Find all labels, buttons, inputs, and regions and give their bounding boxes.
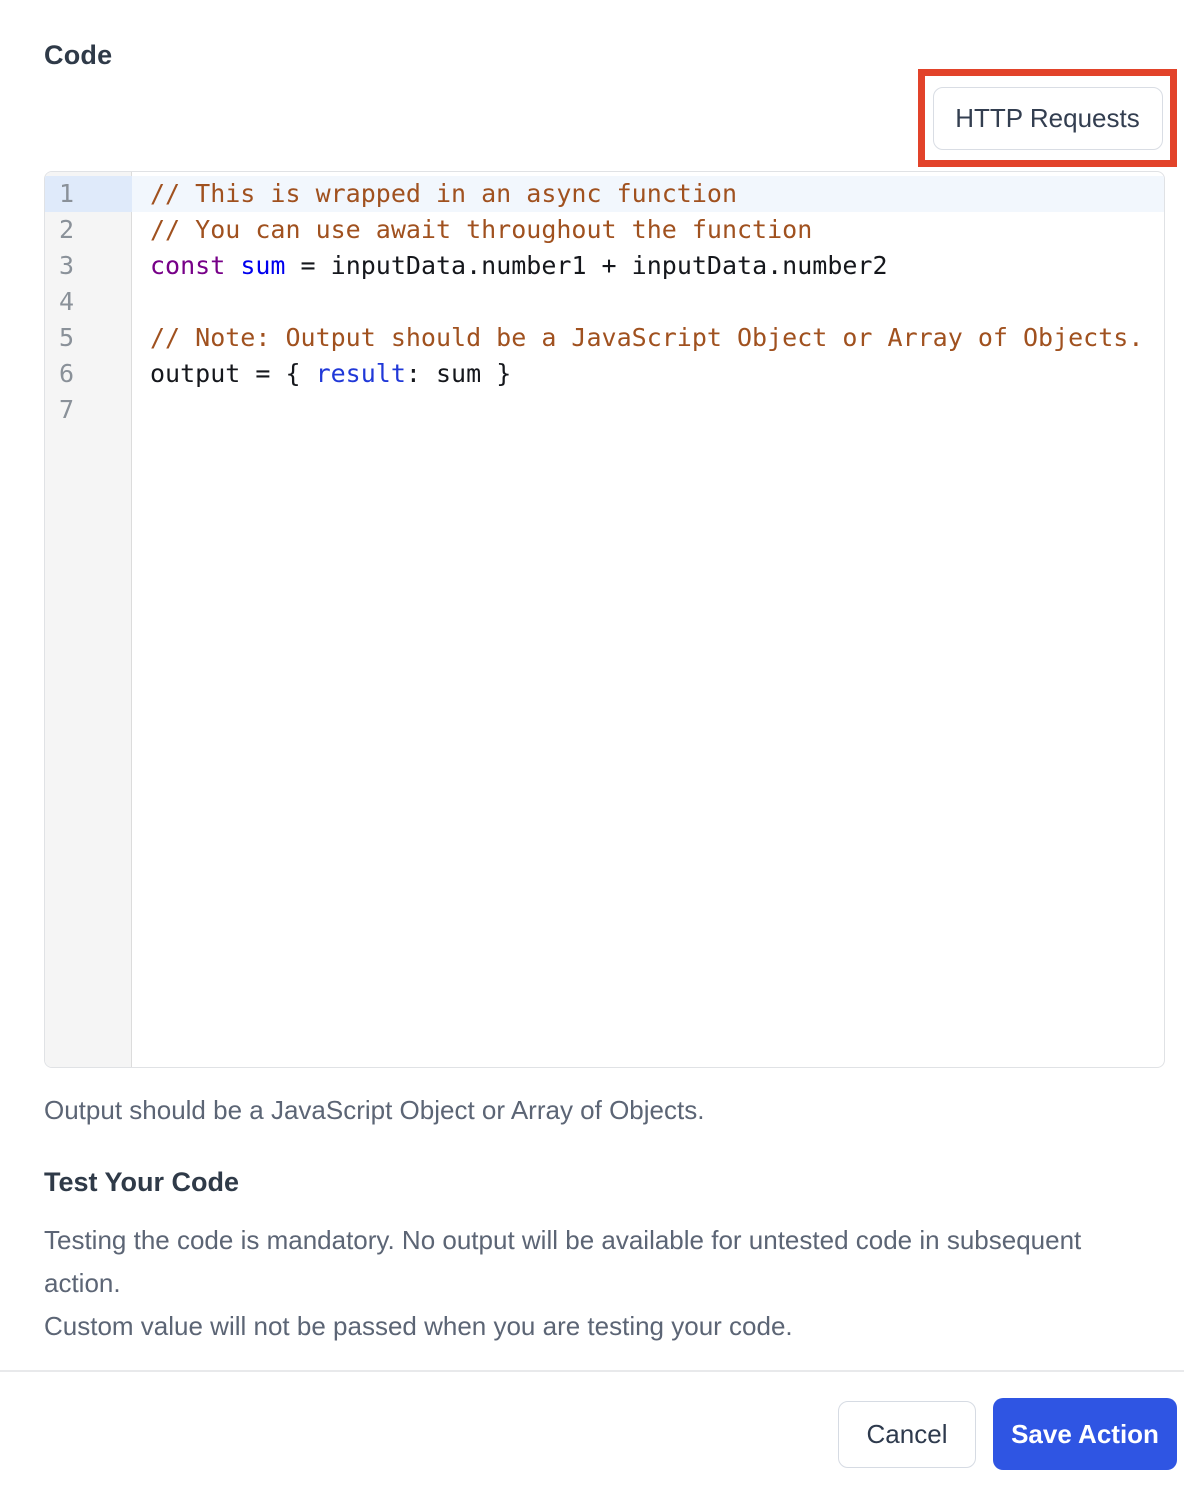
line-number: 4: [59, 287, 75, 316]
http-requests-button[interactable]: HTTP Requests: [933, 87, 1163, 150]
code-line[interactable]: [45, 392, 1164, 428]
code-text: [132, 392, 1164, 428]
code-text: // Note: Output should be a JavaScript Object or Array of Objects.: [150, 323, 1144, 352]
code-text: const sum = inputData.number1 + inputData.number2: [150, 251, 888, 280]
line-number: 6: [59, 359, 75, 388]
line-number: 7: [59, 395, 75, 424]
code-line[interactable]: [45, 320, 1164, 356]
annotation-highlight-box: [918, 69, 1177, 167]
page-title: Code: [44, 40, 113, 70]
code-text: [132, 284, 1164, 320]
code-line[interactable]: [45, 356, 1164, 392]
save-action-button[interactable]: Save Action: [993, 1398, 1177, 1470]
line-number: 1: [45, 176, 132, 212]
code-text: // This is wrapped in an async function: [132, 176, 1164, 212]
line-number: 3: [59, 251, 75, 280]
code-line[interactable]: [45, 284, 1164, 320]
code-line[interactable]: [45, 212, 1164, 248]
code-text: output = { result: sum }: [150, 359, 512, 388]
footer-divider: [0, 1370, 1184, 1372]
code-line[interactable]: [45, 176, 1164, 212]
test-your-code-heading: Test Your Code: [44, 1167, 240, 1197]
code-editor[interactable]: [44, 171, 1165, 1068]
test-mandatory-note: Testing the code is mandatory. No output will be available for untested code in subsequent action.: [44, 1225, 1082, 1298]
custom-value-note: Custom value will not be passed when you are testing your code.: [44, 1311, 793, 1341]
output-note: Output should be a JavaScript Object or Array of Objects.: [44, 1095, 705, 1125]
cancel-button[interactable]: Cancel: [838, 1401, 976, 1468]
code-lines-container[interactable]: [45, 176, 1164, 428]
line-number: 2: [59, 215, 75, 244]
code-text: // You can use await throughout the function: [150, 215, 813, 244]
line-number: 5: [59, 323, 75, 352]
code-line[interactable]: [45, 248, 1164, 284]
